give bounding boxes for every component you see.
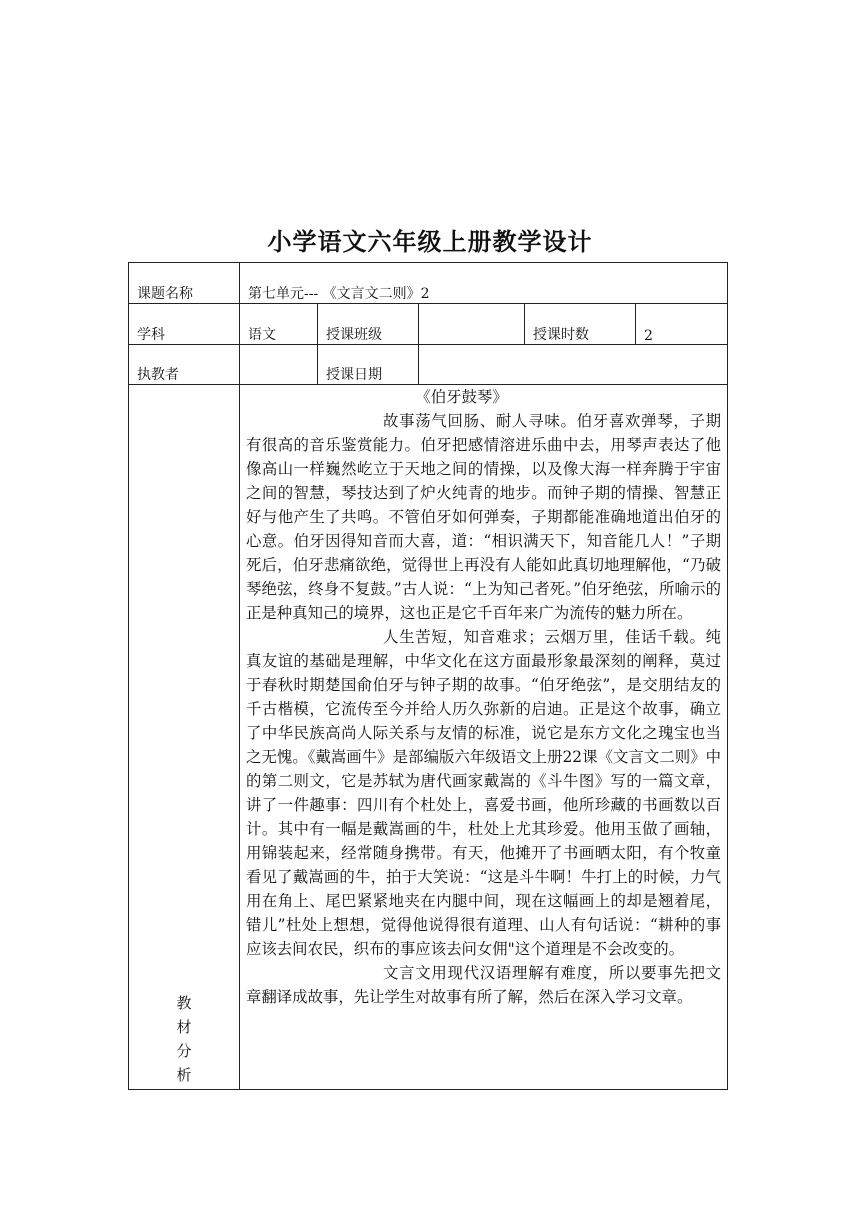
teacher-label: 执教者 xyxy=(129,345,240,385)
lesson-plan-table xyxy=(128,262,728,1090)
material-analysis-content xyxy=(240,385,728,1090)
subject-row xyxy=(129,304,728,345)
course-name-value: 第七单元--- 《文言文二则》2 xyxy=(240,263,728,304)
analysis-paragraph: 文言文用现代汉语理解有难度，所以要事先把文章翻译成故事，先让学生对故事有所了解，然后在深入学习文章。 xyxy=(246,964,722,1006)
analysis-paragraph: 故事荡气回肠、耐人寻味。伯牙喜欢弹琴，子期有很高的音乐鉴赏能力。伯牙把感情溶进乐曲中去，用琴声表达了他像高山一样巍然屹立于天地之间的情操，以及像大海一样奔腾于宇宙之间的智慧，琴技达到了炉火纯青的地步。而钟子期的情操、智慧正好与他产生了共鸣。不管伯牙如何弹奏，子期都能准确地道出伯牙的心意。伯牙因得知音而大喜，道：“相识满天下，知音能几人！”子期死后，伯牙悲痛欲绝，觉得世上再没有人能如此真切地理解他，“乃破琴绝弦，终身不复鼓。”古人说：“上为知己者死。”伯牙绝弦，所喻示的正是种真知己的境界，这也正是它千百年来广为流传的魅力所在。 xyxy=(246,412,722,622)
analysis-row xyxy=(129,385,728,1090)
analysis-paragraph: 人生苦短，知音难求；云烟万里，佳话千载。纯真友谊的基础是理解，中华文化在这方面最形象最深刻的阐释，莫过于春秋时期楚国俞伯牙与钟子期的故事。“伯牙绝弦”，是交朋结友的千古楷模，它流传至今并给人历久弥新的启迪。正是这个故事，确立了中华民族高尚人际关系与友情的标准，说它是东方文化之瑰宝也当之无愧。《戴嵩画牛》是部编版六年级语文上册22课《文言文二则》中的第二则文，它是苏轼为唐代画家戴嵩的《斗牛图》写的一篇文章，讲了一件趣事：四川有个杜处上，喜爱书画，他所珍藏的书画数以百计。其中有一幅是戴嵩画的牛，杜处上尤其珍爱。他用玉做了画轴，用锦装起来，经常随身携带。有天，他摊开了书画晒太阳，有个牧童看见了戴嵩画的牛，拍于大笑说：“这是斗牛啊！牛打上的时候，力气用在角上、尾巴紧紧地夹在内腿中间，现在这幅画上的却是翘着尾，错儿”杜处上想想，觉得他说得很有道理、山人有句话说：“耕种的事应该去间农民，织布的事应该去问女佣"这个道理是不会改变的。 xyxy=(246,628,722,958)
analysis-label-char: 材 xyxy=(176,1018,192,1036)
analysis-label-char: 分 xyxy=(176,1042,192,1060)
page-title: 小学语文六年级上册教学设计 xyxy=(267,228,593,256)
class-label: 授课班级 xyxy=(318,304,419,345)
text-title: 《伯牙鼓琴》 xyxy=(415,388,508,406)
subject-value: 语文 xyxy=(240,304,318,345)
hours-label: 授课时数 xyxy=(525,304,636,345)
teacher-row xyxy=(129,345,728,385)
material-analysis-label xyxy=(129,385,240,1090)
teacher-value xyxy=(240,345,318,385)
class-value xyxy=(419,304,525,345)
date-label: 授课日期 xyxy=(318,345,419,385)
date-value xyxy=(419,345,728,385)
course-name-label: 课题名称 xyxy=(129,263,240,304)
hours-value: 2 xyxy=(636,304,728,345)
subject-label: 学科 xyxy=(129,304,240,345)
analysis-label-char: 教 xyxy=(176,994,192,1012)
course-row xyxy=(129,263,728,304)
analysis-label-char: 析 xyxy=(176,1066,192,1084)
